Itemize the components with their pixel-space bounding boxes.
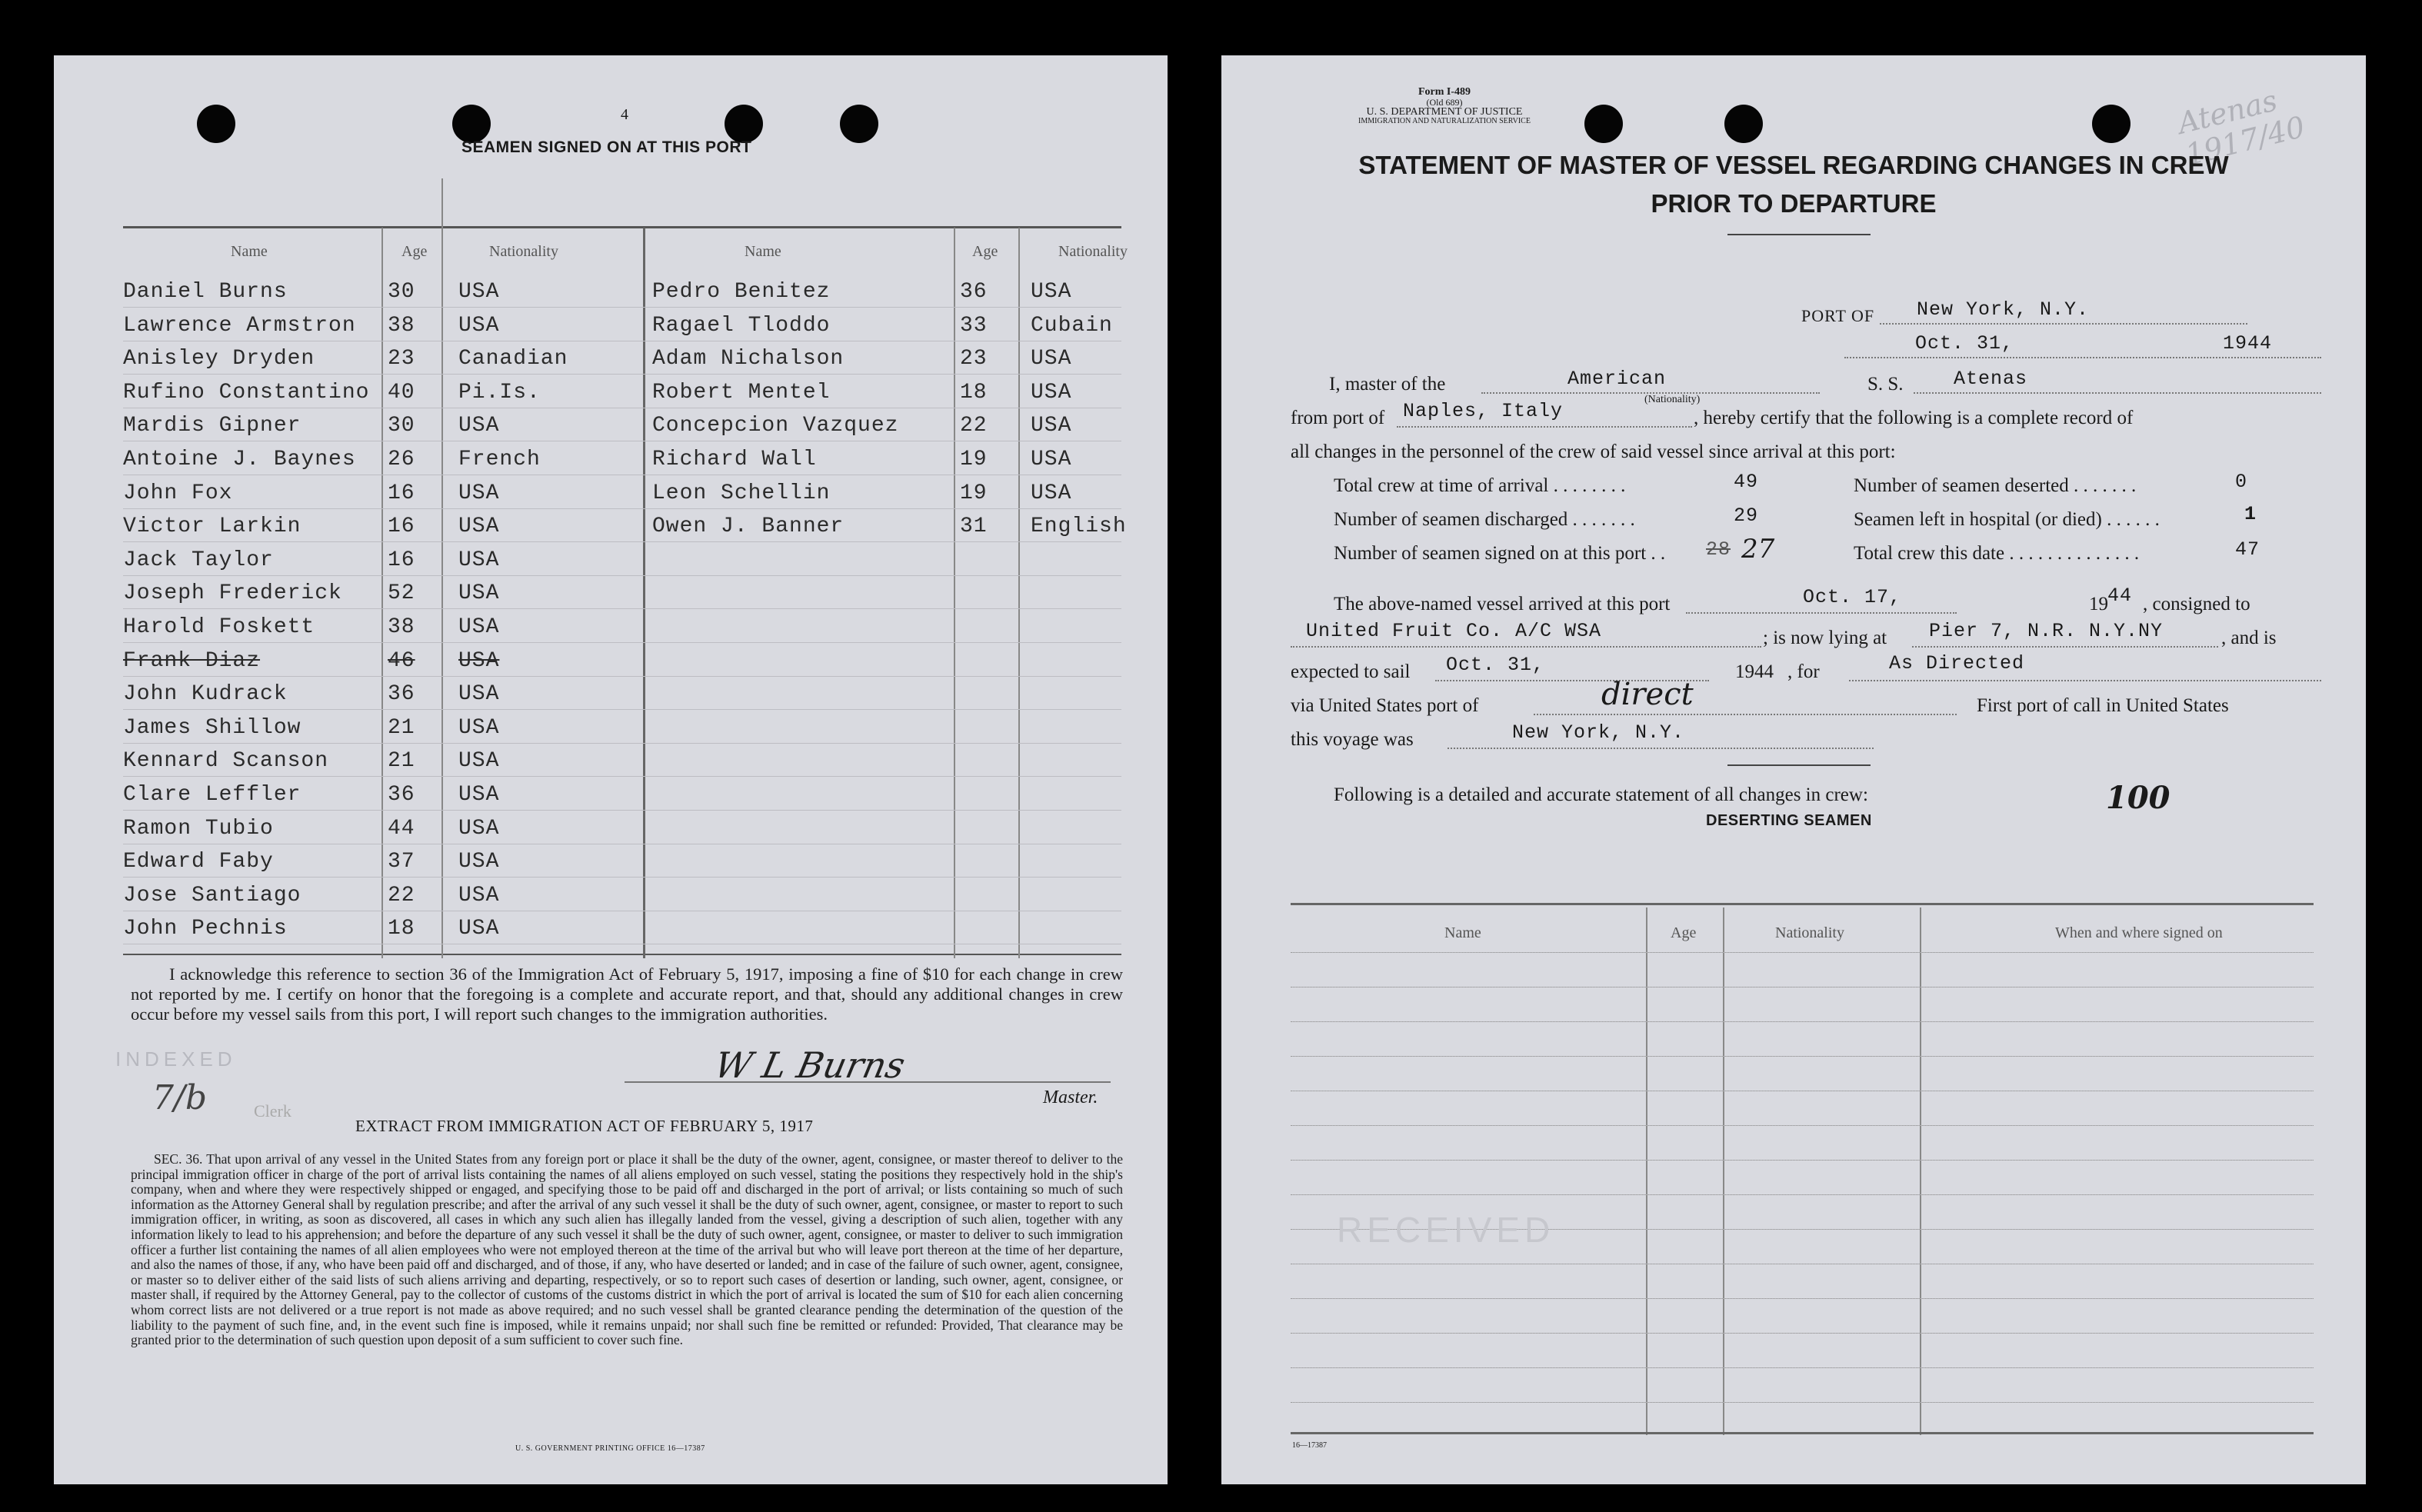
via-value: direct bbox=[1601, 677, 1694, 712]
seaman-age: 23 bbox=[960, 347, 988, 371]
seaman-nationality: USA bbox=[458, 783, 500, 807]
seaman-age: 37 bbox=[388, 850, 415, 874]
seaman-nationality: USA bbox=[1031, 280, 1072, 304]
seaman-age: 23 bbox=[388, 347, 415, 371]
left-page bbox=[54, 55, 1168, 1484]
vessel-name: Atenas bbox=[1954, 368, 2028, 390]
punch-hole bbox=[2092, 105, 2130, 143]
seaman-name: Jack Taylor bbox=[123, 548, 274, 572]
seaman-age: 31 bbox=[960, 515, 988, 539]
table-row bbox=[123, 716, 1121, 750]
expected-value: Oct. 31, bbox=[1446, 654, 1545, 676]
from-port-value: Naples, Italy bbox=[1403, 400, 1564, 422]
seaman-name: Ramon Tubio bbox=[123, 816, 274, 841]
punch-hole bbox=[725, 105, 763, 143]
seaman-nationality: USA bbox=[458, 581, 500, 606]
for-label: , for bbox=[1787, 661, 1820, 682]
total-crew-date-value: 47 bbox=[2235, 538, 2260, 561]
hospital-value: 1 bbox=[2244, 503, 2257, 525]
lying-value: Pier 7, N.R. N.Y.NY bbox=[1929, 620, 2164, 642]
seamen-signed-on-table bbox=[123, 172, 1128, 957]
row-rule bbox=[123, 307, 1121, 308]
seaman-nationality: USA bbox=[458, 816, 500, 841]
table-row bbox=[123, 917, 1121, 951]
signed-on-struck-value: 28 bbox=[1706, 538, 1731, 561]
table-row bbox=[123, 481, 1121, 515]
seaman-age: 22 bbox=[388, 883, 415, 908]
clerk-label: Clerk bbox=[254, 1101, 292, 1121]
seaman-age: 38 bbox=[388, 615, 415, 639]
seaman-age: 19 bbox=[960, 448, 988, 471]
seaman-nationality: USA bbox=[1031, 380, 1072, 405]
total-crew-arrival-value: 49 bbox=[1734, 471, 1759, 493]
section-rule bbox=[1727, 764, 1871, 766]
this-voyage-label: this voyage was bbox=[1291, 729, 1414, 750]
service: IMMIGRATION AND NATURALIZATION SERVICE bbox=[1358, 117, 1531, 125]
seaman-name: Jose Santiago bbox=[123, 883, 302, 908]
department: U. S. DEPARTMENT OF JUSTICE bbox=[1366, 106, 1523, 118]
printing-office: U. S. GOVERNMENT PRINTING OFFICE 16—17387 bbox=[515, 1444, 705, 1453]
seaman-name: Victor Larkin bbox=[123, 515, 302, 539]
row-rule bbox=[1291, 1056, 2314, 1057]
row-rule bbox=[1291, 1125, 2314, 1126]
seaman-nationality: USA bbox=[1031, 481, 1072, 505]
table-row bbox=[123, 884, 1121, 918]
seaman-nationality: Canadian bbox=[458, 347, 568, 371]
seaman-age: 18 bbox=[388, 917, 415, 941]
seaman-age: 36 bbox=[388, 783, 415, 807]
arrived-year-prefix: 19 bbox=[2089, 594, 2108, 614]
seaman-name: Pedro Benitez bbox=[652, 280, 831, 304]
table-row bbox=[123, 414, 1121, 448]
dcol-head-age: Age bbox=[1671, 924, 1697, 941]
signed-on-label: Number of seamen signed on at this port . . bbox=[1334, 543, 1666, 564]
row-rule bbox=[123, 608, 1121, 609]
first-port-value: New York, N.Y. bbox=[1512, 721, 1685, 744]
row-rule bbox=[1291, 1021, 2314, 1022]
handwritten-number: 100 bbox=[2106, 780, 2170, 816]
seaman-age: 21 bbox=[388, 749, 415, 774]
col-head-nationality: Nationality bbox=[1058, 243, 1128, 260]
seaman-nationality: USA bbox=[458, 749, 500, 774]
seaman-nationality: USA bbox=[458, 548, 500, 572]
and-is: , and is bbox=[2221, 628, 2277, 648]
seaman-nationality: French bbox=[458, 448, 541, 471]
seaman-nationality: USA bbox=[458, 313, 500, 338]
row-rule bbox=[123, 776, 1121, 777]
seaman-name: John Fox bbox=[123, 481, 233, 505]
seaman-nationality: USA bbox=[458, 615, 500, 639]
table-row bbox=[123, 314, 1121, 348]
corner-note: Atenas 1917/40 bbox=[2174, 83, 2309, 172]
row-rule bbox=[1291, 1402, 2314, 1403]
seaman-age: 21 bbox=[388, 715, 415, 740]
right-page bbox=[1221, 55, 2366, 1484]
seaman-name: Concepcion Vazquez bbox=[652, 414, 899, 438]
indexed-stamp: INDEXED bbox=[115, 1047, 237, 1071]
table-row bbox=[123, 381, 1121, 415]
form-old: (Old 689) bbox=[1426, 97, 1463, 108]
via-field bbox=[1534, 689, 1957, 715]
following-label: Following is a detailed and accurate statement of all changes in crew: bbox=[1334, 784, 1868, 805]
section-36-text: SEC. 36. That upon arrival of any vessel in the United States from any foreign port or place it shall be the duty of the owner, agent, consignee, or master thereof to deliver to the principal immigration officer in charge of the port of arrival lists containing the names of all aliens employed on such vessel, stating the positions they respectively hold in the ship's company, when and where they were respectively shipped or engaged, and specifying those to be paid off and discharged in the port of arrival; or lists containing so much of such information as the Attorney General shall by regulation prescribe; and after the arrival of any such vessel it shall be the duty of such owner, agent, consignee, or master to report to such immigration officer, in writing, as soon as discovered, all cases in which any such alien has illegally landed from the vessel, giving a description of such alien, together with any information likely to lead to his apprehension; and before the departure of any such vessel it shall be the duty of such owner, agent, consignee, or master to deliver to such immigration officer a further list containing the names of all alien employees who were not employed thereon at the time of the arrival but who will leave port thereon at the time of her departure, and also the names of those, if any, who have been paid off and discharged, and of those, if any, who have deserted or landed; and in case of the failure of such owner, agent, consignee, or master so to deliver either of the said lists of such aliens arriving and departing, respectively, or so to report such cases of desertion or landing, such owner, agent, consignee, or master shall, if required by the Attorney General, pay to the collector of customs of the customs district in which the port of arrival is located the sum of $10 for each alien concerning whom correct lists are not delivered or a true report is not made as above required; and no such vessel shall be granted clearance pending the determination of the question of the liability to the payment of such fine, and, in the event such fine is imposed, while it remains unpaid; nor shall such fine be remitted or refunded: Provided, That clearance may be granted prior to the determination of such question upon deposit of a sum sufficient to cover such fine. bbox=[131, 1151, 1123, 1348]
table-row bbox=[123, 749, 1121, 783]
punch-hole bbox=[1724, 105, 1763, 143]
arrived-year: 44 bbox=[2107, 584, 2133, 607]
row-rule bbox=[123, 676, 1121, 677]
table-row bbox=[123, 682, 1121, 716]
deserting-seamen-table bbox=[1291, 903, 2314, 1435]
row-rule bbox=[1291, 1160, 2314, 1161]
arrived-value: Oct. 17, bbox=[1803, 586, 1902, 608]
seaman-name: Clare Leffler bbox=[123, 783, 302, 807]
seamen-signed-on-title: SEAMEN SIGNED ON AT THIS PORT bbox=[461, 138, 752, 156]
extract-title: EXTRACT FROM IMMIGRATION ACT OF FEBRUARY 5, 1917 bbox=[355, 1117, 814, 1135]
seaman-name: Mardis Gipner bbox=[123, 414, 302, 438]
seaman-nationality: USA bbox=[458, 481, 500, 505]
seaman-nationality: Cubain bbox=[1031, 313, 1113, 338]
seaman-nationality: English bbox=[1031, 515, 1127, 539]
row-rule bbox=[123, 541, 1121, 542]
signed-on-value: 27 bbox=[1741, 534, 1775, 565]
seaman-nationality: USA bbox=[458, 414, 500, 438]
seaman-age: 16 bbox=[388, 548, 415, 572]
seaman-age: 46 bbox=[388, 648, 415, 673]
expected-year: 1944 bbox=[1735, 661, 1774, 682]
date-year: 1944 bbox=[2223, 332, 2273, 355]
seaman-name: Ragael Tloddo bbox=[652, 313, 831, 338]
dcol-head-when-where: When and where signed on bbox=[2055, 924, 2223, 941]
lying-label: ; is now lying at bbox=[1763, 628, 1887, 648]
via-label: via United States port of bbox=[1291, 695, 1479, 716]
col-head-nationality: Nationality bbox=[489, 243, 558, 260]
footer-code: 16—17387 bbox=[1292, 1441, 1327, 1450]
table-row bbox=[123, 783, 1121, 817]
seaman-age: 30 bbox=[388, 414, 415, 438]
seaman-nationality: USA bbox=[1031, 448, 1072, 471]
hospital-label: Seamen left in hospital (or died) . . . . . . bbox=[1854, 509, 2160, 530]
row-rule bbox=[1291, 1298, 2314, 1299]
row-rule bbox=[123, 743, 1121, 744]
table-top-rule bbox=[1291, 903, 2314, 905]
row-rule bbox=[1291, 1333, 2314, 1334]
seaman-name: Daniel Burns bbox=[123, 280, 288, 304]
seaman-nationality: USA bbox=[458, 883, 500, 908]
consignee-value: United Fruit Co. A/C WSA bbox=[1306, 620, 1602, 642]
deserting-title: DESERTING SEAMEN bbox=[1706, 812, 1872, 829]
title-rule bbox=[1727, 234, 1871, 235]
row-rule bbox=[123, 508, 1121, 509]
seaman-age: 33 bbox=[960, 313, 988, 338]
seaman-name: Leon Schellin bbox=[652, 481, 831, 505]
seaman-age: 36 bbox=[960, 280, 988, 304]
punch-hole bbox=[452, 105, 491, 143]
master-prefix: I, master of the bbox=[1329, 374, 1446, 395]
row-rule bbox=[1291, 1367, 2314, 1368]
row-rule bbox=[123, 810, 1121, 811]
seaman-age: 16 bbox=[388, 515, 415, 539]
seaman-age: 22 bbox=[960, 414, 988, 438]
seaman-name: Antoine J. Baynes bbox=[123, 448, 356, 471]
seaman-name: James Shillow bbox=[123, 715, 302, 740]
table-bottom-rule bbox=[1291, 1432, 2314, 1434]
punch-hole bbox=[197, 105, 235, 143]
seaman-nationality: USA bbox=[458, 515, 500, 539]
seaman-nationality: USA bbox=[458, 917, 500, 941]
seaman-name: Kennard Scanson bbox=[123, 749, 329, 774]
table-bottom-rule bbox=[123, 954, 1121, 955]
for-value: As Directed bbox=[1889, 652, 2025, 674]
total-crew-date-label: Total crew this date . . . . . . . . . . . . . . bbox=[1854, 543, 2140, 564]
total-crew-arrival-label: Total crew at time of arrival . . . . . . . . bbox=[1334, 475, 1626, 496]
table-row bbox=[123, 515, 1127, 548]
table-row bbox=[123, 548, 1121, 582]
seaman-nationality: USA bbox=[458, 850, 500, 874]
nationality-value: American bbox=[1567, 368, 1667, 390]
clerk-initials: 7/b bbox=[152, 1078, 207, 1117]
seaman-age: 16 bbox=[388, 481, 415, 505]
table-row bbox=[123, 280, 1121, 314]
seaman-nationality: USA bbox=[1031, 347, 1072, 371]
consigned-label: , consigned to bbox=[2143, 594, 2250, 614]
discharged-label: Number of seamen discharged . . . . . . . bbox=[1334, 509, 1635, 530]
seaman-age: 26 bbox=[388, 448, 415, 471]
seaman-name: Harold Foskett bbox=[123, 615, 315, 639]
seaman-name: Anisley Dryden bbox=[123, 347, 315, 371]
acknowledgment-text: I acknowledge this reference to section 36 of the Immigration Act of February 5, 1917, imposing a fine of $10 for each change in crew not reported by me. I certify on honor that the foregoing is a complete and accurate report, and that, should any additional changes in crew occur before my vessel sails from this port, I will report such changes to the immigration authorities. bbox=[131, 964, 1123, 1024]
seaman-name: Adam Nichalson bbox=[652, 347, 845, 371]
expected-label: expected to sail bbox=[1291, 661, 1411, 682]
table-row bbox=[123, 581, 1121, 615]
seaman-nationality: USA bbox=[1031, 414, 1072, 438]
punch-hole bbox=[840, 105, 878, 143]
seaman-name: Rufino Constantino bbox=[123, 380, 370, 405]
row-rule bbox=[123, 575, 1121, 576]
form-number: Form I-489 bbox=[1418, 86, 1471, 98]
seaman-name: Robert Mentel bbox=[652, 380, 831, 405]
arrived-label: The above-named vessel arrived at this port bbox=[1334, 594, 1671, 614]
seaman-nationality: USA bbox=[458, 280, 500, 304]
dcol-head-nationality: Nationality bbox=[1775, 924, 1844, 941]
row-rule bbox=[1291, 952, 2314, 953]
table-top-rule bbox=[123, 226, 1121, 228]
row-rule bbox=[1291, 1194, 2314, 1195]
table-row bbox=[123, 347, 1121, 381]
seaman-age: 36 bbox=[388, 682, 415, 707]
table-row bbox=[123, 649, 1121, 683]
form-title-line2: PRIOR TO DEPARTURE bbox=[1651, 189, 1937, 218]
col-head-name: Name bbox=[745, 243, 781, 260]
seaman-age: 19 bbox=[960, 481, 988, 505]
table-row bbox=[123, 448, 1121, 481]
dcol-head-name: Name bbox=[1444, 924, 1481, 941]
seaman-age: 52 bbox=[388, 581, 415, 606]
ss-label: S. S. bbox=[1867, 374, 1904, 395]
row-rule bbox=[123, 374, 1121, 375]
seaman-name: Frank Diaz bbox=[123, 648, 261, 673]
seaman-nationality: USA bbox=[458, 715, 500, 740]
col-head-name: Name bbox=[231, 243, 268, 260]
received-stamp: RECEIVED bbox=[1337, 1210, 1555, 1250]
from-port-label: from port of bbox=[1291, 408, 1385, 428]
seaman-name: Joseph Frederick bbox=[123, 581, 342, 606]
row-rule bbox=[123, 709, 1121, 710]
row-rule bbox=[123, 642, 1121, 643]
punch-hole bbox=[1584, 105, 1623, 143]
seaman-name: John Kudrack bbox=[123, 682, 288, 707]
deserted-label: Number of seamen deserted . . . . . . . bbox=[1854, 475, 2137, 496]
port-value: New York, N.Y. bbox=[1917, 298, 2090, 321]
table-row bbox=[123, 817, 1121, 851]
port-label: PORT OF bbox=[1801, 306, 1875, 325]
seaman-age: 40 bbox=[388, 380, 415, 405]
seaman-age: 30 bbox=[388, 280, 415, 304]
seaman-nationality: Pi.Is. bbox=[458, 380, 541, 405]
seaman-name: Richard Wall bbox=[652, 448, 817, 471]
page-number: 4 bbox=[621, 106, 628, 123]
row-rule bbox=[123, 877, 1121, 878]
nationality-caption: (Nationality) bbox=[1644, 394, 1701, 405]
seaman-age: 38 bbox=[388, 313, 415, 338]
master-signature: W L Burns bbox=[711, 1044, 909, 1086]
col-head-age: Age bbox=[972, 243, 998, 260]
seaman-age: 44 bbox=[388, 816, 415, 841]
master-label: Master. bbox=[1043, 1087, 1098, 1107]
deserted-value: 0 bbox=[2235, 471, 2248, 493]
table-row bbox=[123, 850, 1121, 884]
seaman-nationality: USA bbox=[458, 648, 500, 673]
date-value: Oct. 31, bbox=[1915, 332, 2014, 355]
seaman-name: Edward Faby bbox=[123, 850, 274, 874]
certify-text-2: all changes in the personnel of the crew of said vessel since arrival at this port: bbox=[1291, 441, 1896, 462]
discharged-value: 29 bbox=[1734, 505, 1759, 527]
first-port-label: First port of call in United States bbox=[1977, 695, 2229, 716]
col-head-age: Age bbox=[401, 243, 428, 260]
seaman-name: John Pechnis bbox=[123, 917, 288, 941]
table-row bbox=[123, 615, 1121, 649]
seaman-nationality: USA bbox=[458, 682, 500, 707]
form-title-line1: STATEMENT OF MASTER OF VESSEL REGARDING CHANGES IN CREW bbox=[1358, 151, 2229, 179]
certify-text: , hereby certify that the following is a complete record of bbox=[1694, 408, 2134, 428]
seaman-name: Owen J. Banner bbox=[652, 515, 845, 539]
seaman-name: Lawrence Armstron bbox=[123, 313, 356, 338]
seaman-age: 18 bbox=[960, 380, 988, 405]
